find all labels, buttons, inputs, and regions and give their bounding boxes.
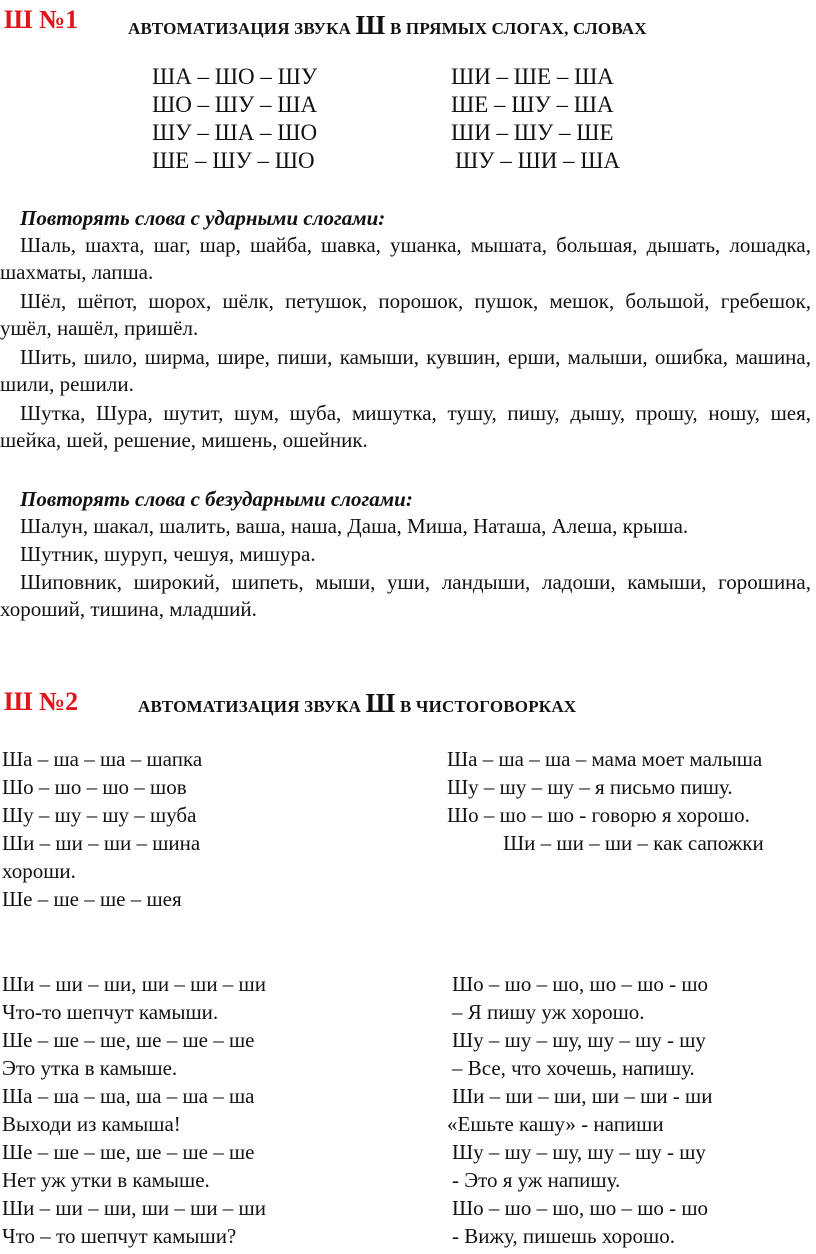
stressed-words-paragraph: Шаль, шахта, шаг, шар, шайба, шавка, ушанка, мышата, большая, дышать, лошадка, шахматы, лапша. [0, 233, 811, 284]
section-1-title-pre: АВТОМАТИЗАЦИЯ ЗВУКА [128, 19, 352, 38]
section-2-title-post: В ЧИСТОГОВОРКАХ [399, 697, 577, 716]
rhyme-line: Ши – ши – ши – как сапожки [503, 831, 764, 855]
rhyme-line: Ша – ша – ша – шапка [2, 747, 203, 771]
rhyme-line: Ши – ши – ши, ши – ши – ши [2, 972, 266, 996]
rhyme-line: Выходи из камыша! [2, 1112, 181, 1136]
rhyme-line: Ше – ше – ше, ше – ше – ше [2, 1140, 255, 1164]
section-1-number: Ш №1 [4, 5, 79, 34]
rhyme-line: - Это я уж напишу. [452, 1168, 621, 1192]
rhyme-line: - Вижу, пишешь хорошо. [452, 1224, 675, 1248]
stressed-words-paragraph: Шить, шило, ширма, шире, пиши, камыши, кувшин, ерши, малыши, ошибка, машина, шили, решили. [0, 345, 811, 396]
section-2-title-letter: Ш [365, 688, 396, 718]
unstressed-words-paragraph: Шиповник, широкий, шипеть, мыши, уши, ландыши, ладоши, камыши, горошина, хороший, тишина, младший. [0, 570, 811, 621]
unstressed-heading: Повторять слова с безударными слогами: [20, 487, 413, 511]
rhyme-line: – Я пишу уж хорошо. [452, 1000, 645, 1024]
unstressed-words-paragraph: Шалун, шакал, шалить, ваша, наша, Даша, Миша, Наташа, Алеша, крыша. [20, 514, 689, 538]
section-1-title [128, 10, 647, 41]
rhyme-line-wrap: хороши. [2, 859, 76, 883]
rhyme-line: Шо – шо – шо, шо – шо - шо [452, 972, 709, 996]
syllable-left-row: ШЕ – ШУ – ШО [152, 148, 315, 173]
rhyme-line: Ши – ши – ши, ши – ши - ши [452, 1084, 713, 1108]
rhyme-line: Ши – ши – ши, ши – ши – ши [2, 1196, 266, 1220]
rhyme-line: Шо – шо – шо, шо – шо - шо [452, 1196, 709, 1220]
rhyme-line: Ша – ша – ша – мама моет малыша [447, 747, 763, 771]
rhyme-line: Шу – шу – шу, шу – шу - шу [452, 1140, 706, 1164]
syllable-left-row: ША – ШО – ШУ [152, 64, 318, 89]
syllable-right-row: ШЕ – ШУ – ША [451, 92, 614, 117]
syllable-right-row: ШИ – ШЕ – ША [451, 64, 614, 89]
rhyme-line: Шу – шу – шу, шу – шу - шу [452, 1028, 706, 1052]
section-2-number: Ш №2 [4, 687, 79, 716]
stressed-heading: Повторять слова с ударными слогами: [20, 206, 386, 230]
section-1-title-post: В ПРЯМЫХ СЛОГАХ, СЛОВАХ [389, 19, 647, 38]
syllable-left-row: ШУ – ША – ШО [152, 120, 318, 145]
rhyme-line: Шу – шу – шу – шуба [2, 803, 197, 827]
section-2-title [138, 688, 576, 719]
section-1-title-letter: Ш [355, 10, 386, 40]
rhyme-line: Это утка в камыше. [2, 1056, 178, 1080]
syllable-right-row: ШИ – ШУ – ШЕ [451, 120, 614, 145]
rhyme-line: Что – то шепчут камыши? [2, 1224, 237, 1248]
syllable-left-row: ШО – ШУ – ША [152, 92, 318, 117]
unstressed-words-paragraph: Шутник, шуруп, чешуя, мишура. [20, 542, 316, 566]
rhyme-line: Ше – ше – ше – шея [2, 887, 182, 911]
rhyme-line: Нет уж утки в камыше. [2, 1168, 210, 1192]
rhyme-line: – Все, что хочешь, напишу. [452, 1056, 695, 1080]
rhyme-line: Шо – шо – шо - говорю я хорошо. [447, 803, 750, 827]
rhyme-line: «Ешьте кашу» - напиши [447, 1112, 664, 1136]
rhyme-line: Ше – ше – ше, ше – ше – ше [2, 1028, 255, 1052]
stressed-words-paragraph: Шёл, шёпот, шорох, шёлк, петушок, порошок, пушок, мешок, большой, гребешок, ушёл, нашёл, пришёл. [0, 289, 811, 340]
rhyme-line: Ши – ши – ши – шина [2, 831, 201, 855]
rhyme-line: Что-то шепчут камыши. [2, 1000, 219, 1024]
rhyme-line: Шо – шо – шо – шов [2, 775, 187, 799]
rhyme-line: Ша – ша – ша, ша – ша – ша [2, 1084, 255, 1108]
rhyme-line: Шу – шу – шу – я письмо пишу. [447, 775, 733, 799]
syllable-right-row: ШУ – ШИ – ША [455, 148, 621, 173]
stressed-words-paragraph: Шутка, Шура, шутит, шум, шуба, мишутка, тушу, пишу, дышу, прошу, ношу, шея, шейка, шей, решение, мишень, ошейник. [0, 401, 811, 452]
section-2-title-pre: АВТОМАТИЗАЦИЯ ЗВУКА [138, 697, 362, 716]
